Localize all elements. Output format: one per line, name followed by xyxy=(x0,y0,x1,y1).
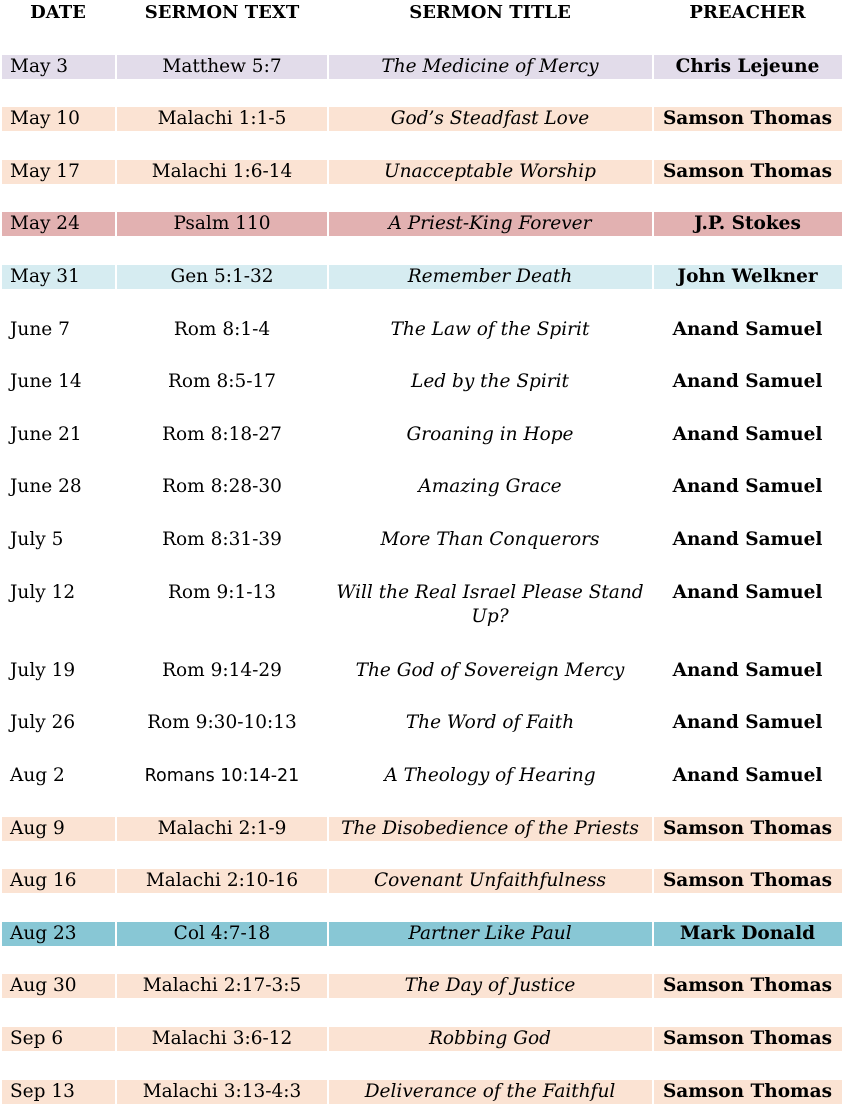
sermon-title-cell: Remember Death xyxy=(407,266,573,287)
sermon-title-cell: A Theology of Hearing xyxy=(384,765,596,786)
date-cell: Aug 30 xyxy=(10,975,77,996)
date-cell: Aug 2 xyxy=(10,765,65,786)
date-cell: May 31 xyxy=(10,266,80,287)
sermon-text-cell: Rom 9:14-29 xyxy=(162,660,282,681)
preacher-cell: Anand Samuel xyxy=(672,712,823,733)
sermon-title-cell: A Priest-King Forever xyxy=(388,213,592,234)
preacher-cell: Samson Thomas xyxy=(662,161,833,182)
date-cell: Sep 6 xyxy=(10,1028,64,1049)
sermon-title-cell: Covenant Unfaithfulness xyxy=(373,870,607,891)
preacher-cell: Samson Thomas xyxy=(662,818,833,839)
sermon-title-cell: The Medicine of Mercy xyxy=(381,56,599,77)
date-cell: July 5 xyxy=(10,529,64,550)
sermon-text-cell: Matthew 5:7 xyxy=(162,56,282,77)
sermon-text-cell: Psalm 110 xyxy=(173,213,271,234)
header-preacher: PREACHER xyxy=(689,2,806,23)
sermon-title-cell: Led by the Spirit xyxy=(411,371,569,392)
date-cell: Aug 16 xyxy=(10,870,77,891)
sermon-title-cell: The God of Sovereign Mercy xyxy=(355,660,625,681)
date-cell: June 28 xyxy=(10,476,82,497)
preacher-cell: Anand Samuel xyxy=(672,765,823,786)
sermon-title-cell: God’s Steadfast Love xyxy=(390,108,590,129)
sermon-title-cell: Deliverance of the Faithful xyxy=(364,1081,616,1102)
preacher-cell: Samson Thomas xyxy=(662,108,833,129)
sermon-title-cell: The Word of Faith xyxy=(405,712,575,733)
preacher-cell: Anand Samuel xyxy=(672,371,823,392)
sermon-title-cell: Groaning in Hope xyxy=(406,424,574,445)
sermon-title-cell: Amazing Grace xyxy=(418,476,562,497)
sermon-title-cell: The Day of Justice xyxy=(404,975,576,996)
preacher-cell: Anand Samuel xyxy=(672,582,823,603)
preacher-cell: Chris Lejeune xyxy=(675,56,820,77)
date-cell: June 7 xyxy=(10,319,70,340)
preacher-cell: Samson Thomas xyxy=(662,1081,833,1102)
sermon-text-cell: Rom 8:5-17 xyxy=(167,371,277,392)
preacher-cell: Anand Samuel xyxy=(672,319,823,340)
date-cell: June 21 xyxy=(10,424,82,445)
sermon-text-cell: Malachi 1:1-5 xyxy=(157,108,287,129)
date-cell: May 17 xyxy=(10,161,80,182)
sermon-text-cell: Malachi 1:6-14 xyxy=(151,161,293,182)
sermon-text-cell: Col 4:7-18 xyxy=(173,923,271,944)
date-cell: Sep 13 xyxy=(10,1081,75,1102)
preacher-cell: Samson Thomas xyxy=(662,1028,833,1049)
preacher-cell: Anand Samuel xyxy=(672,529,823,550)
preacher-cell: Mark Donald xyxy=(679,923,816,944)
header-date: DATE xyxy=(30,2,86,23)
preacher-cell: Anand Samuel xyxy=(672,424,823,445)
table-header xyxy=(0,2,843,28)
preacher-cell: J.P. Stokes xyxy=(694,213,801,234)
date-cell: May 10 xyxy=(10,108,80,129)
date-cell: Aug 23 xyxy=(10,923,77,944)
date-cell: May 24 xyxy=(10,213,80,234)
preacher-cell: Anand Samuel xyxy=(672,660,823,681)
date-cell: July 12 xyxy=(10,582,76,603)
sermon-title-cell: Robbing God xyxy=(428,1028,552,1049)
header-sermon-title: SERMON TITLE xyxy=(409,2,571,23)
sermon-text-cell: Malachi 2:10-16 xyxy=(145,870,299,891)
sermon-text-cell: Malachi 3:6-12 xyxy=(151,1028,293,1049)
sermon-text-cell: Rom 8:18-27 xyxy=(162,424,282,445)
sermon-title-cell: Unacceptable Worship xyxy=(383,161,596,182)
preacher-cell: Samson Thomas xyxy=(662,975,833,996)
sermon-text-cell: Rom 8:1-4 xyxy=(173,319,271,340)
sermon-title-cell: More Than Conquerors xyxy=(380,529,600,550)
preacher-cell: John Welkner xyxy=(677,266,818,287)
sermon-title-cell: The Disobedience of the Priests xyxy=(341,818,639,839)
sermon-text-cell: Rom 8:31-39 xyxy=(162,529,282,550)
preacher-cell: Samson Thomas xyxy=(662,870,833,891)
sermon-text-cell: Malachi 3:13-4:3 xyxy=(142,1081,302,1102)
sermon-text-cell: Malachi 2:17-3:5 xyxy=(142,975,302,996)
date-cell: June 14 xyxy=(10,371,82,392)
sermon-text-cell: Gen 5:1-32 xyxy=(170,266,274,287)
sermon-title-cell: Will the Real Israel Please Stand Up? xyxy=(336,582,644,627)
header-sermon-text: SERMON TEXT xyxy=(144,2,300,23)
sermon-text-cell: Rom 8:28-30 xyxy=(162,476,282,497)
sermon-title-cell: The Law of the Spirit xyxy=(390,319,590,340)
sermon-text-cell: Malachi 2:1-9 xyxy=(157,818,287,839)
sermon-title-cell: Partner Like Paul xyxy=(408,923,572,944)
preacher-cell: Anand Samuel xyxy=(672,476,823,497)
date-cell: Aug 9 xyxy=(10,818,65,839)
date-cell: July 26 xyxy=(10,712,76,733)
date-cell: May 3 xyxy=(10,56,69,77)
date-cell: July 19 xyxy=(10,660,76,681)
sermon-text-cell: Rom 9:1-13 xyxy=(167,582,277,603)
sermon-text-cell: Romans 10:14-21 xyxy=(144,766,300,786)
sermon-text-cell: Rom 9:30-10:13 xyxy=(147,712,297,733)
